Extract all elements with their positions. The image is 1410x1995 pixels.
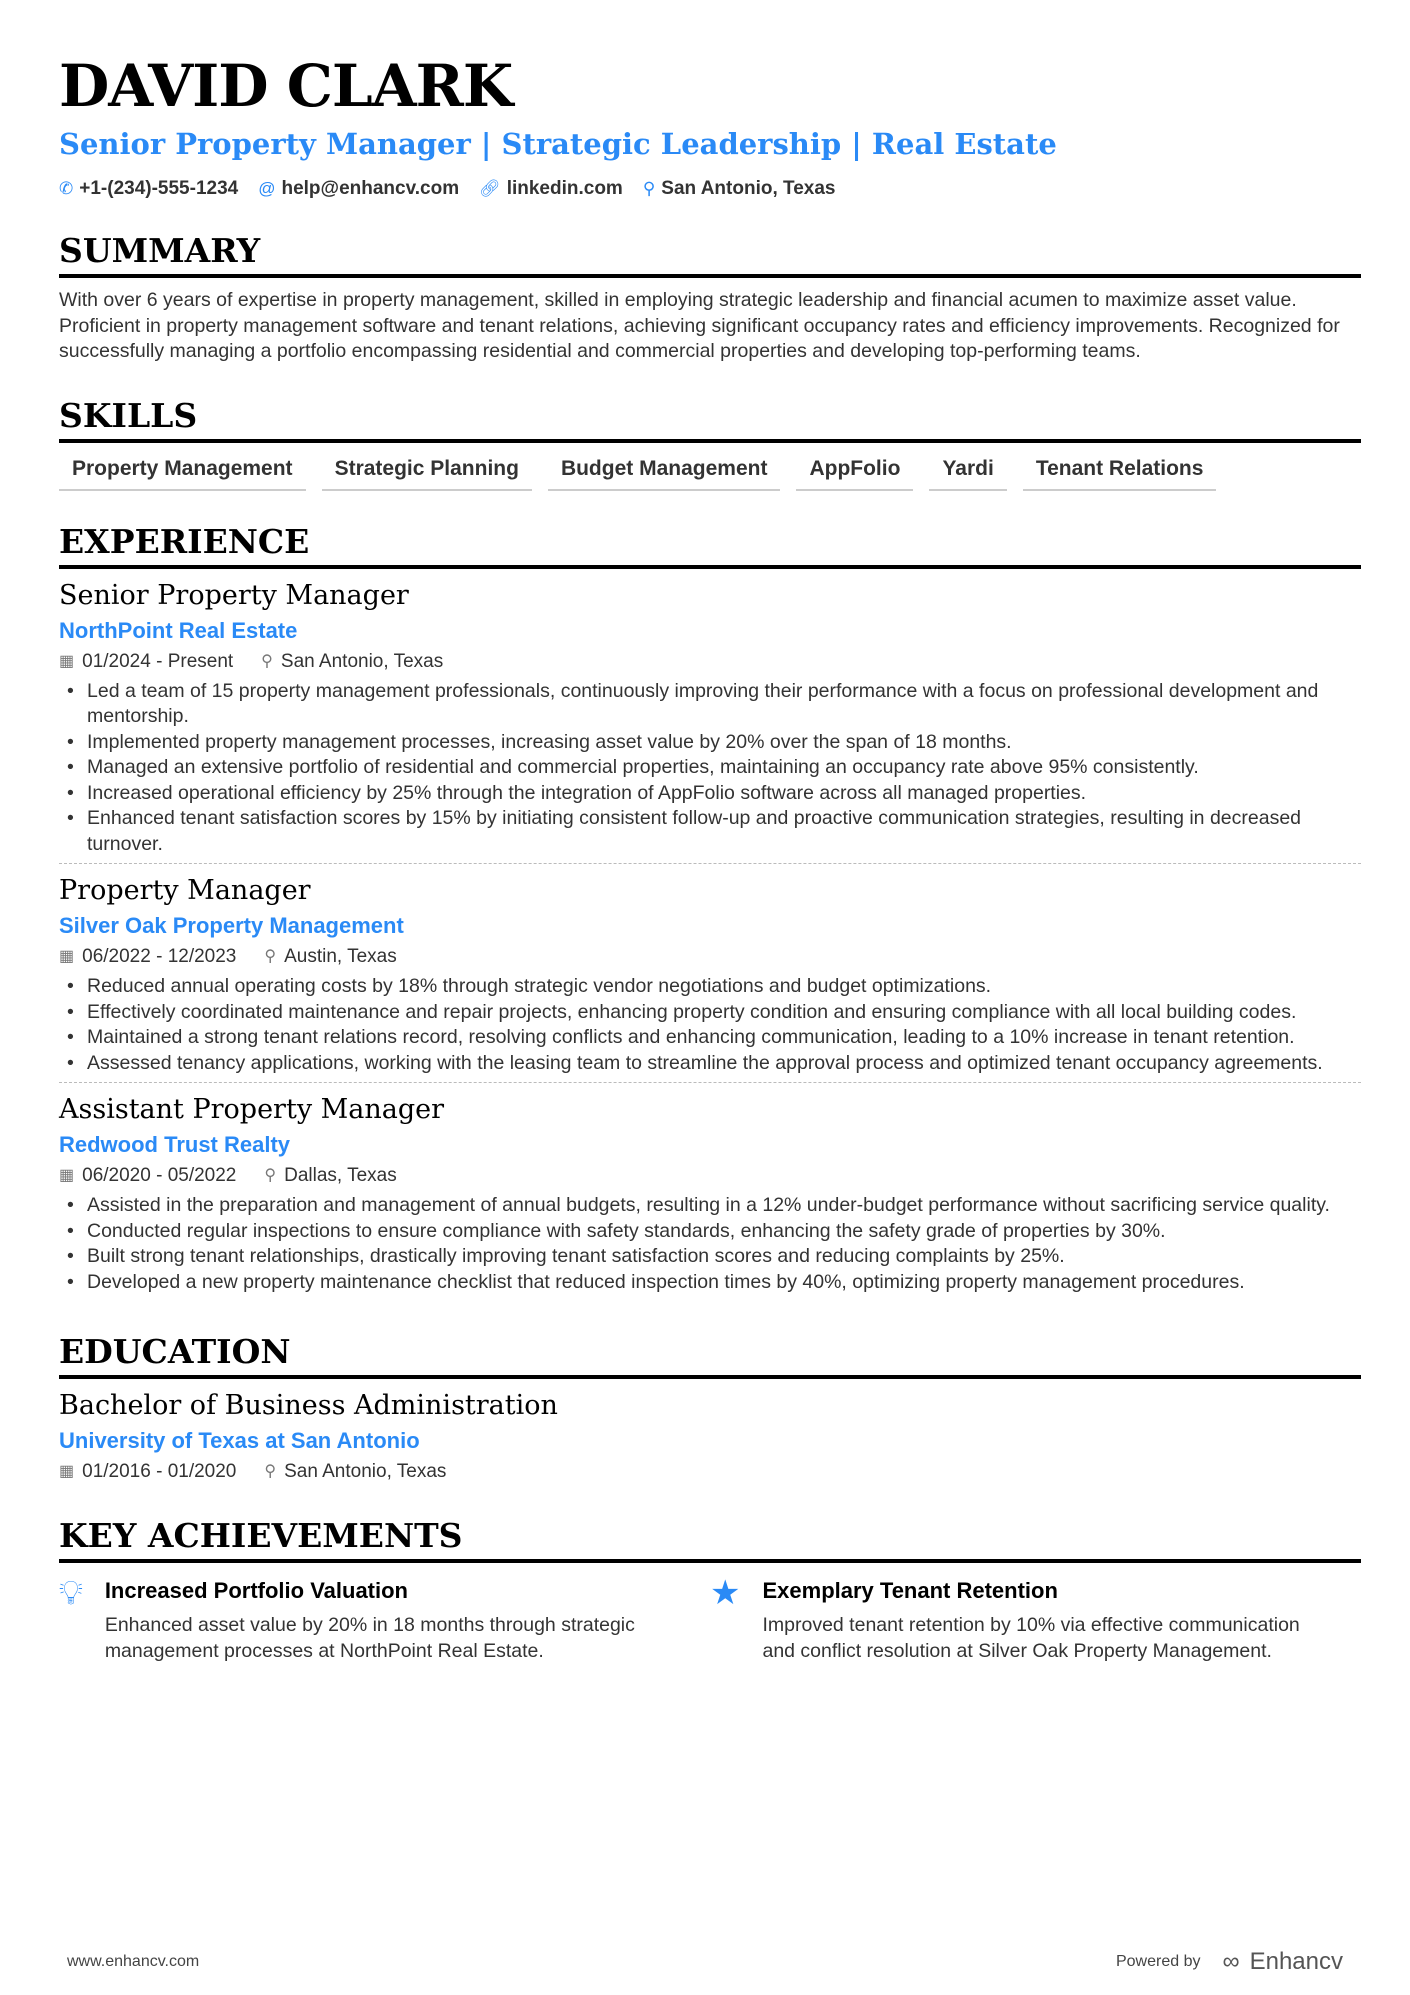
achievements-section	[59, 1515, 1361, 1664]
section-heading: SKILLS	[59, 395, 1361, 443]
job-bullets	[59, 679, 1361, 858]
bullet-item: • Built strong tenant relationships, drastically improving tenant satisfaction scores and reducing complaints by 25%.	[59, 1244, 1361, 1270]
skill-tag: Yardi	[929, 457, 1006, 491]
education-entry	[59, 1379, 1361, 1493]
section-heading: EDUCATION	[59, 1331, 1361, 1379]
job-meta	[59, 942, 1361, 972]
section-heading: KEY ACHIEVEMENTS	[59, 1515, 1361, 1563]
location-icon: ⚲	[264, 1463, 277, 1480]
job-entry	[59, 569, 1361, 865]
skill-tag: Tenant Relations	[1023, 457, 1217, 491]
company-name: NorthPoint Real Estate	[59, 617, 298, 643]
bullet-item: • Effectively coordinated maintenance and repair projects, enhancing property condition and ensuring compliance with all local building codes.	[59, 1000, 1361, 1026]
location-icon: ⚲	[642, 179, 656, 198]
job-title: Assistant Property Manager	[59, 1094, 445, 1125]
bullet-item: • Increased operational efficiency by 25% through the integration of AppFolio software across all managed properties.	[59, 781, 1361, 807]
education-section	[59, 1331, 1361, 1493]
bullet-item: • Led a team of 15 property management professionals, continuously improving their performance with a focus on professional development and mentorship.	[59, 679, 1361, 730]
job-location: Austin, Texas	[284, 946, 397, 967]
calendar-icon: ▦	[59, 1167, 75, 1184]
company-name: Silver Oak Property Management	[59, 913, 404, 938]
phone-icon: ✆	[59, 179, 74, 198]
achievement-title: Exemplary Tenant Retention	[762, 1578, 1058, 1603]
link-icon: 🔗︎	[479, 179, 501, 198]
lightbulb-icon: 💡︎	[59, 1574, 83, 1612]
contact-email[interactable]	[258, 178, 459, 200]
achievement-item	[710, 1575, 1361, 1664]
job-bullets	[59, 974, 1361, 1076]
resume	[59, 50, 1361, 1664]
jobs-list	[59, 569, 1361, 1302]
contact-location	[643, 178, 836, 200]
job-title: Property Manager	[59, 875, 311, 906]
location-text: San Antonio, Texas	[661, 178, 836, 199]
job-bullets	[59, 1193, 1361, 1295]
company-name: Redwood Trust Realty	[59, 1132, 291, 1157]
bullet-item: • Developed a new property maintenance checklist that reduced inspection times by 40%, optimizing property management procedures.	[59, 1270, 1361, 1296]
footer	[67, 1948, 1343, 1976]
bullet-item: • Conducted regular inspections to ensure compliance with safety standards, enhancing the safety grade of properties by 30%.	[59, 1219, 1361, 1245]
skill-tag: AppFolio	[796, 457, 913, 491]
calendar-icon: ▦	[59, 652, 75, 670]
phone-text: +1-(234)-555-1234	[79, 178, 239, 199]
star-icon: ★	[710, 1574, 741, 1612]
education-meta	[59, 1457, 1361, 1487]
bullet-item: • Assessed tenancy applications, working with the leasing team to streamline the approval process and optimized tenant occupancy agreements.	[59, 1051, 1361, 1077]
education-location: San Antonio, Texas	[284, 1461, 447, 1482]
candidate-name: DAVID CLARK	[59, 52, 513, 120]
skill-tag: Strategic Planning	[322, 457, 532, 491]
calendar-icon: ▦	[59, 1463, 75, 1480]
education-dates: 01/2016 - 01/2020	[82, 1461, 237, 1482]
job-location: San Antonio, Texas	[280, 650, 444, 672]
achievement-text: Enhanced asset value by 20% in 18 months through strategic management processes at NorthPoint Real Estate.	[104, 1614, 635, 1662]
school: University of Texas at San Antonio	[59, 1428, 420, 1453]
job-meta	[59, 647, 1361, 677]
enhancv-logo-icon: ∞	[1222, 1948, 1240, 1975]
powered-by-label: Powered by	[1115, 1953, 1201, 1970]
candidate-title: Senior Property Manager | Strategic Leadership | Real Estate	[59, 127, 1057, 161]
section-heading: SUMMARY	[59, 230, 1361, 278]
powered-by	[1116, 1948, 1343, 1976]
brand-name: Enhancv	[1249, 1948, 1343, 1975]
skill-tag: Property Management	[59, 457, 306, 491]
achievement-text: Improved tenant retention by 10% via effective communication and conflict resolution at Silver Oak Property Management.	[762, 1614, 1300, 1662]
job-title: Senior Property Manager	[59, 579, 409, 611]
location-icon: ⚲	[261, 652, 273, 670]
achievement-item	[59, 1575, 710, 1664]
job-entry	[59, 1083, 1361, 1301]
bullet-item: • Maintained a strong tenant relations record, resolving conflicts and enhancing communication, leading to a 10% increase in tenant retention.	[59, 1025, 1361, 1051]
job-dates: 01/2024 - Present	[82, 650, 234, 672]
experience-section	[59, 521, 1361, 1302]
skills-list	[59, 457, 1361, 491]
job-dates: 06/2020 - 05/2022	[82, 1165, 237, 1186]
job-meta	[59, 1161, 1361, 1191]
bullet-item: • Assisted in the preparation and management of annual budgets, resulting in a 12% under-budget performance without sacrificing service quality.	[59, 1193, 1361, 1219]
bullet-item: • Managed an extensive portfolio of residential and commercial properties, maintaining an occupancy rate above 95% consistently.	[59, 755, 1361, 781]
contact-phone	[59, 178, 238, 200]
location-icon: ⚲	[264, 948, 277, 965]
contact-info	[59, 178, 1361, 200]
job-dates: 06/2022 - 12/2023	[82, 946, 237, 967]
job-entry	[59, 864, 1361, 1083]
contact-linkedin[interactable]	[479, 178, 623, 200]
email-text[interactable]: help@enhancv.com	[281, 178, 460, 199]
job-location: Dallas, Texas	[284, 1165, 397, 1186]
bullet-item: • Enhanced tenant satisfaction scores by 15% by initiating consistent follow-up and proactive communication strategies, resulting in decreased turnover.	[59, 806, 1361, 857]
summary-text: With over 6 years of expertise in property management, skilled in employing strategic leadership and financial acumen to maximize asset value. Proficient in property management software and tenant relations, achieving significant occupancy rates and efficiency improvements. Recognized for successfully managing a portfolio encompassing residential and commercial properties and developing top-performing teams.	[59, 289, 1340, 362]
achievement-title: Increased Portfolio Valuation	[104, 1578, 408, 1603]
bullet-item: • Reduced annual operating costs by 18% through strategic vendor negotiations and budget optimizations.	[59, 974, 1361, 1000]
summary-section	[59, 230, 1361, 365]
skills-section	[59, 395, 1361, 491]
degree: Bachelor of Business Administration	[59, 1390, 558, 1421]
achievements-list	[59, 1575, 1361, 1664]
linkedin-text[interactable]: linkedin.com	[506, 178, 623, 199]
section-heading: EXPERIENCE	[59, 521, 1361, 569]
location-icon: ⚲	[264, 1167, 277, 1184]
skill-tag: Budget Management	[548, 457, 781, 491]
bullet-item: • Implemented property management processes, increasing asset value by 20% over the span of 18 months.	[59, 730, 1361, 756]
calendar-icon: ▦	[59, 948, 75, 965]
at-icon: @	[258, 179, 276, 198]
footer-website[interactable]: www.enhancv.com	[67, 1953, 200, 1970]
enhancv-logo[interactable]	[1222, 1948, 1343, 1976]
